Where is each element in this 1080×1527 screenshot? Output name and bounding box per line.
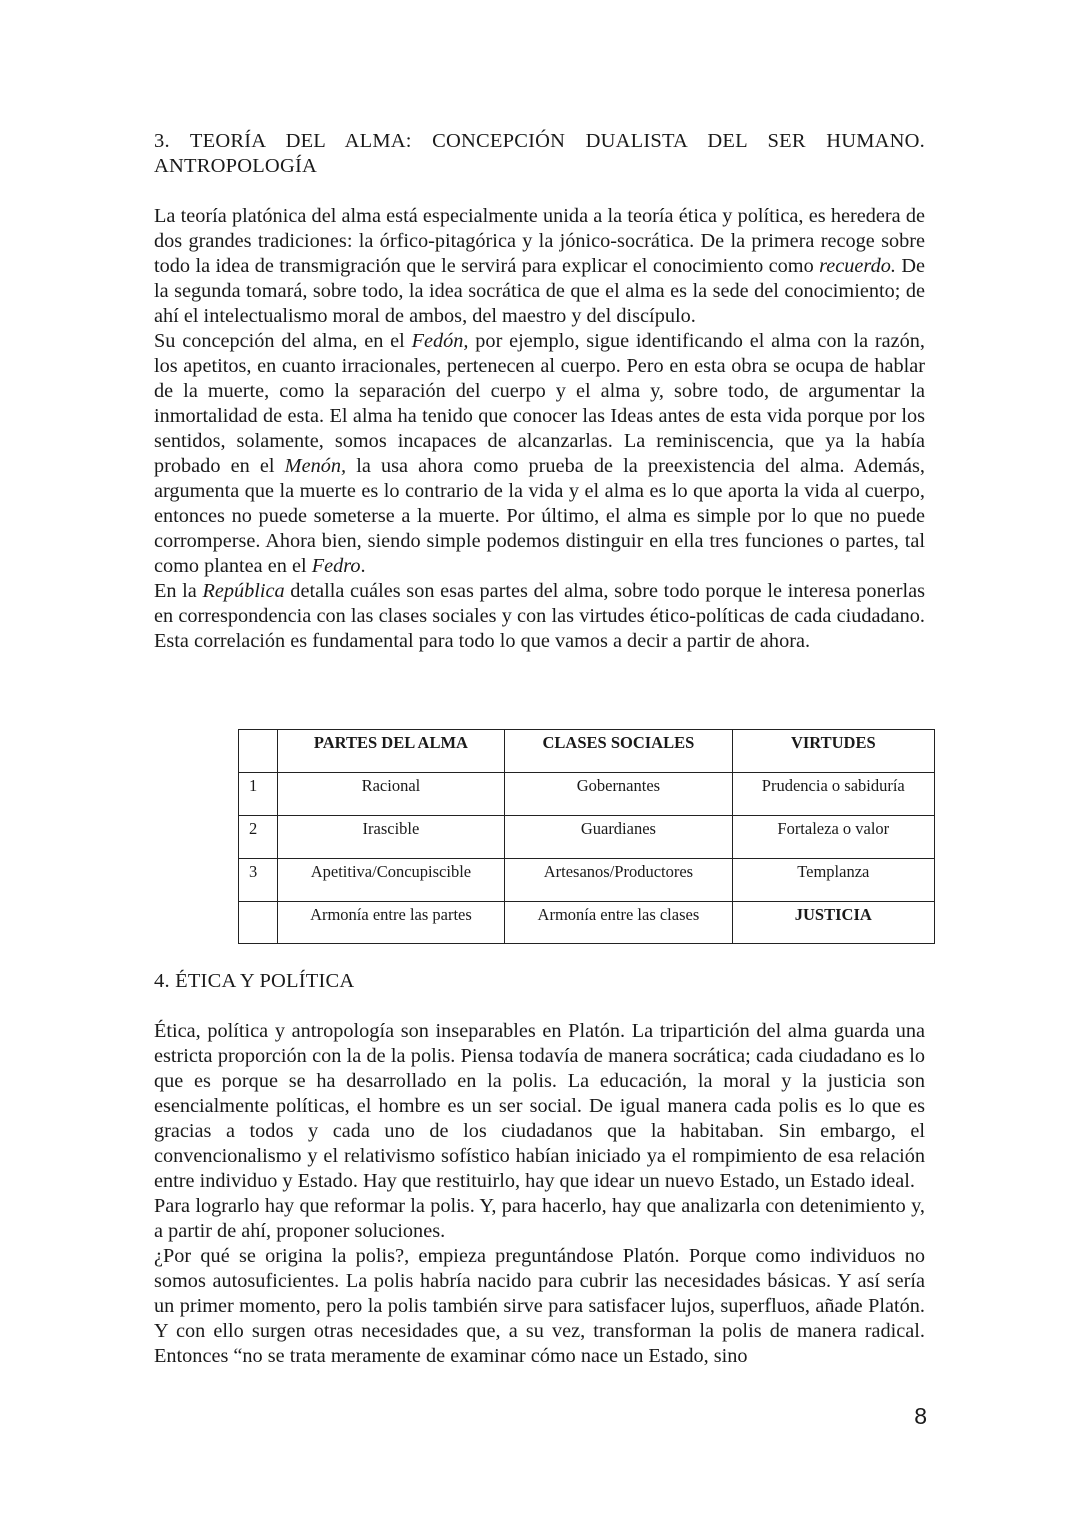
table-cell: Apetitiva/Concupiscible [277,859,505,902]
table-cell: Templanza [732,859,934,902]
section-3-title-line-2: ANTROPOLOGÍA [154,155,317,177]
section-4-body [154,1019,925,1369]
section-4-title: 4. ÉTICA Y POLÍTICA [154,970,355,992]
section-3-paragraph-3: En la República detalla cuáles son esas partes del alma, sobre todo porque le interesa ponerlas en correspondencia con las clases sociales y con las virtudes ético-políticas de cada ciudadano. Esta correlación es fundamental para todo lo que vamos a decir a partir de ahora. [154,580,925,652]
table-header-cell [239,730,278,773]
table-row [239,859,935,902]
table-cell: Artesanos/Productores [505,859,732,902]
section-4-heading-block [154,969,925,994]
table-cell: Gobernantes [505,773,732,816]
page-number: 8 [914,1403,927,1429]
section-4-paragraph-2: Para lograrlo hay que reformar la polis. Y, para hacerlo, hay que analizarla con detenimiento y, a partir de ahí, proponer soluciones. [154,1195,925,1242]
table-header-cell: VIRTUDES [732,730,934,773]
section-3-paragraph-2: Su concepción del alma, en el Fedón, por ejemplo, sigue identificando el alma con la razón, los apetitos, en cuanto irracionales, pertenecen al cuerpo. Pero en esta obra se ocupa de hablar de la muerte, como la separación del cuerpo y el alma y, sobre todo, de argumentar la inmortalidad de esta. El alma ha tenido que conocer las Ideas antes de esta vida porque por los sentidos, solamente, somos incapaces de alcanzarlas. La reminiscencia, que ya la había probado en el Menón, la usa ahora como prueba de la preexistencia del alma. Además, argumenta que la muerte es lo contrario de la vida y el alma es lo que aporta la vida al cuerpo, entonces no puede someterse a la muerte. Por último, el alma es simple por lo que no puede corromperse. Ahora bien, siendo simple podemos distinguir en ella tres funciones o partes, tal como plantea en el Fedro. [154,330,926,577]
table-header-cell: CLASES SOCIALES [505,730,732,773]
section-4-paragraph-3: ¿Por qué se origina la polis?, empieza preguntándose Platón. Porque como individuos no somos autosuficientes. La polis habría nacido para cubrir las necesidades básicas. Y así sería un primer momento, pero la polis también sirve para satisfacer lujos, superfluos, añade Platón. Y con ello surgen otras necesidades que, a su vez, transforman la polis de manera radical. Entonces “no se trata meramente de examinar cómo nace un Estado, sino [154,1245,925,1367]
section-3-title-line-1: 3. TEORÍA DEL ALMA: CONCEPCIÓN DUALISTA DEL SER HUMANO. [154,130,925,152]
table-cell: Racional [277,773,505,816]
table-cell [239,902,278,944]
table-cell: Fortaleza o valor [732,816,934,859]
table-cell: Guardianes [505,816,732,859]
section-3-heading-block [154,129,925,179]
table-cell: Armonía entre las clases [505,902,732,944]
section-3-paragraph-1: La teoría platónica del alma está especialmente unida a la teoría ética y política, es heredera de dos grandes tradiciones: la órfico-pitagórica y la jónico-socrática. De la primera recoge sobre todo la idea de transmigración que le servirá para explicar el conocimiento como recuerdo. De la segunda tomará, sobre todo, la idea socrática de que el alma es la sede del conocimiento; de ahí el intelectualismo moral de ambos, del maestro y del discípulo. [154,205,925,327]
table-cell: Prudencia o sabiduría [732,773,934,816]
soul-parts-table [238,729,935,944]
table-row [239,773,935,816]
table-header-cell: PARTES DEL ALMA [277,730,505,773]
table-cell: 2 [239,816,278,859]
table-cell: 1 [239,773,278,816]
table-row [239,902,935,944]
table-row [239,816,935,859]
table-cell: Armonía entre las partes [277,902,505,944]
table-cell: Irascible [277,816,505,859]
section-3-title [154,129,925,179]
section-3-body [154,204,925,654]
table-cell-justicia: JUSTICIA [732,902,934,944]
table-cell: 3 [239,859,278,902]
section-4-paragraph-1: Ética, política y antropología son inseparables en Platón. La tripartición del alma guarda una estricta proporción con la de la polis. Piensa todavía de manera socrática; cada ciudadano es lo que es porque se ha desarrollado en la polis. La educación, la moral y la justicia son esencialmente políticas, el hombre es un ser social. De igual manera cada polis es lo que es gracias a todos y cada uno de los ciudadanos que la habitaban. Sin embargo, el convencionalismo y el relativismo sofístico habían iniciado ya el rompimiento de esa relación entre individuo y Estado. Hay que restituirlo, hay que idear un nuevo Estado, un Estado ideal. [154,1020,925,1192]
table-header-row [239,730,935,773]
